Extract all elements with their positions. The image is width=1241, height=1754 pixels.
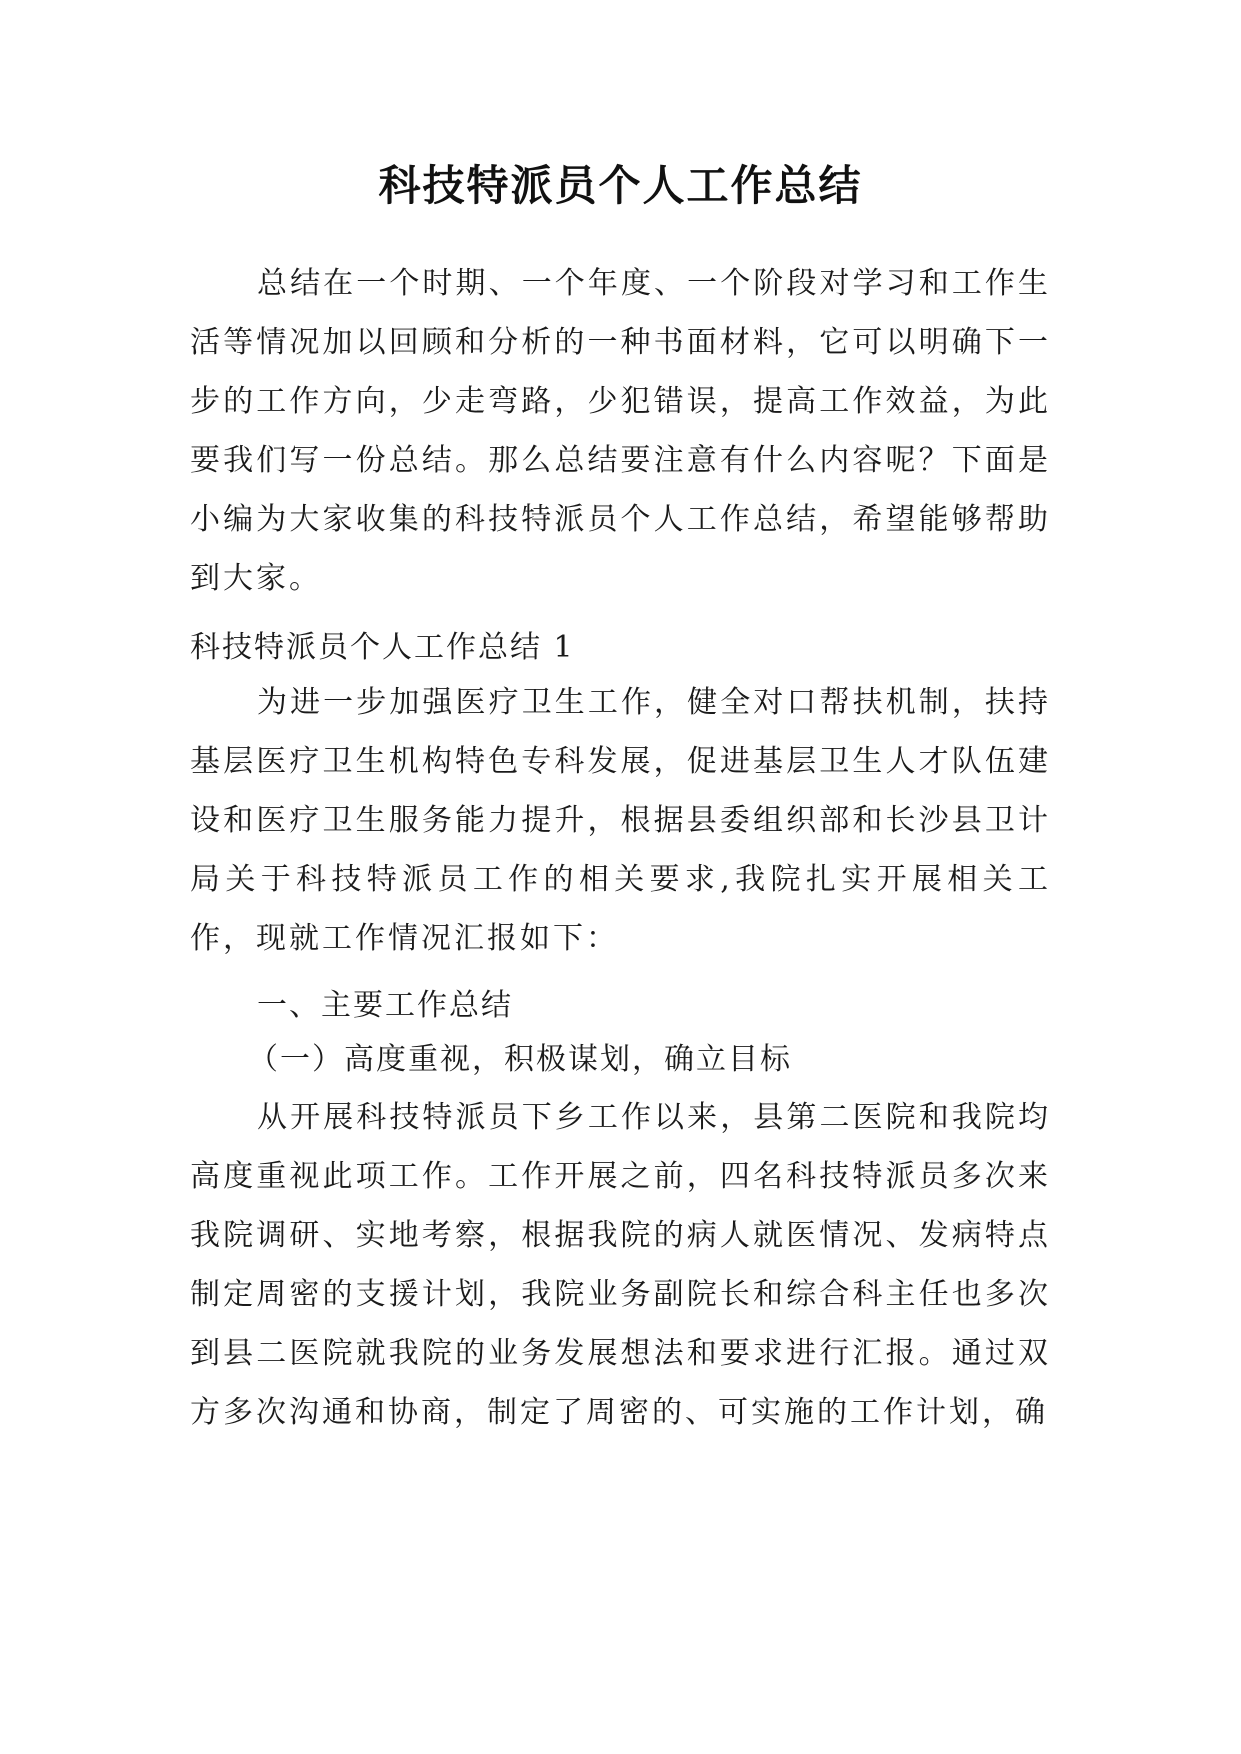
document-title: 科技特派员个人工作总结 bbox=[378, 161, 863, 210]
section-title: 科技特派员个人工作总结 1 bbox=[190, 630, 575, 665]
section-paragraph-2: 从开展科技特派员下乡工作以来，县第二医院和我院均高度重视此项工作。工作开展之前，四名科技特派员多次来我院调研、实地考察，根据我院的病人就医情况、发病特点制定周密的支援计划，我院业务副院长和综合科主任也多次到县二医院就我院的业务发展想法和要求进行汇报。通过双方多次沟通和协商，制定了周密的、可实施的工作计划，确 bbox=[190, 1100, 1051, 1430]
heading-sub-1: （一）高度重视，积极谋划，确立目标 bbox=[248, 1042, 792, 1077]
intro-paragraph: 总结在一个时期、一个年度、一个阶段对学习和工作生活等情况加以回顾和分析的一种书面材料，它可以明确下一步的工作方向，少走弯路，少犯错误，提高工作效益，为此要我们写一份总结。那么总结要注意有什么内容呢？下面是小编为大家收集的科技特派员个人工作总结，希望能够帮助到大家。 bbox=[190, 266, 1051, 596]
section-paragraph-1: 为进一步加强医疗卫生工作，健全对口帮扶机制，扶持基层医疗卫生机构特色专科发展，促进基层卫生人才队伍建设和医疗卫生服务能力提升，根据县委组织部和长沙县卫计局关于科技特派员工作的相关要求,我院扎实开展相关工作，现就工作情况汇报如下： bbox=[190, 685, 1051, 956]
heading-main-work: 一、主要工作总结 bbox=[257, 988, 513, 1023]
